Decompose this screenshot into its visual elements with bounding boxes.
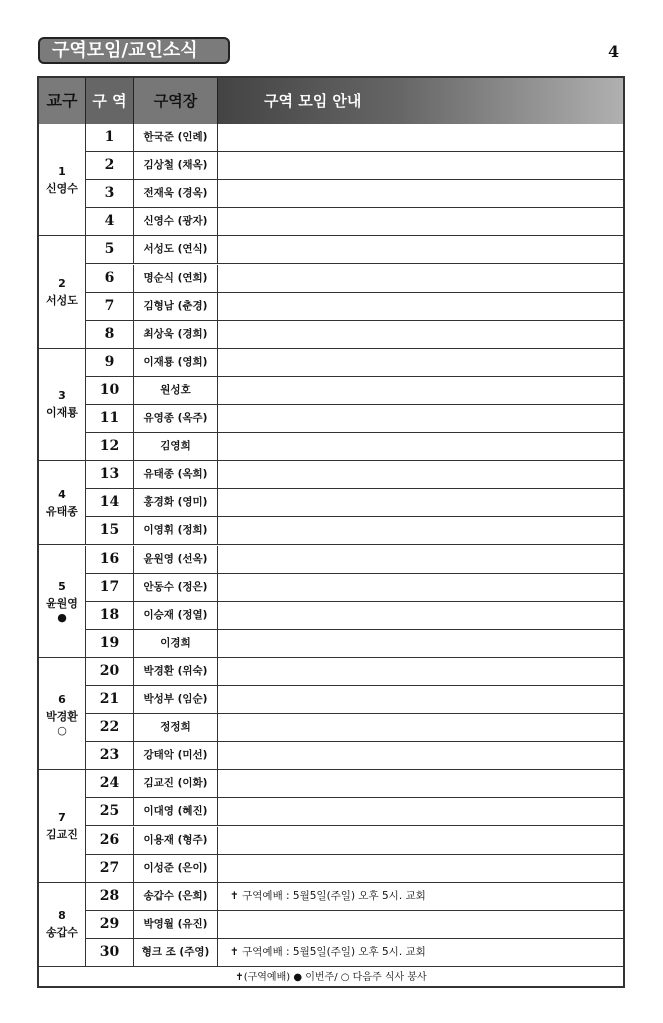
zone-meeting-note bbox=[218, 911, 623, 938]
zone-leader: 이성준 (은이) bbox=[134, 855, 218, 882]
zone-leader: 안동수 (정은) bbox=[134, 574, 218, 601]
zone-number: 26 bbox=[86, 827, 134, 854]
zone-number: 30 bbox=[86, 939, 134, 966]
zone-leader: 전재욱 (경옥) bbox=[134, 180, 218, 207]
district-number: 6 bbox=[58, 692, 66, 706]
district-leader-name: 송갑수 bbox=[46, 926, 78, 940]
table-row bbox=[86, 517, 623, 545]
zone-leader: 김교진 (이화) bbox=[134, 770, 218, 797]
zone-leader: 박경환 (위숙) bbox=[134, 658, 218, 685]
zone-number: 23 bbox=[86, 742, 134, 769]
zone-number: 5 bbox=[86, 236, 134, 263]
table-row bbox=[86, 293, 623, 321]
district-number: 5 bbox=[58, 580, 66, 594]
zone-meeting-note bbox=[218, 630, 623, 657]
table-row bbox=[86, 714, 623, 742]
zone-leader: 유태종 (옥희) bbox=[134, 461, 218, 488]
zone-number: 12 bbox=[86, 433, 134, 460]
district-leader-name: 유태종 bbox=[46, 504, 78, 518]
zone-meeting-note bbox=[218, 855, 623, 882]
zone-number: 21 bbox=[86, 686, 134, 713]
table-row bbox=[86, 461, 623, 489]
district-cell bbox=[39, 658, 86, 770]
district-cell bbox=[39, 349, 86, 461]
zone-leader: 서성도 (연식) bbox=[134, 236, 218, 263]
zone-meeting-note bbox=[218, 208, 623, 235]
district-cell bbox=[39, 883, 86, 967]
zone-number: 29 bbox=[86, 911, 134, 938]
zone-meeting-note bbox=[218, 293, 623, 320]
zone-meeting-note bbox=[218, 265, 623, 292]
header-info: 구역 모임 안내 bbox=[218, 78, 623, 124]
table-row bbox=[86, 152, 623, 180]
page-title: 구역모임/교인소식 bbox=[38, 37, 230, 64]
district-cell bbox=[39, 236, 86, 348]
zone-number: 27 bbox=[86, 855, 134, 882]
zone-number: 2 bbox=[86, 152, 134, 179]
zone-number: 3 bbox=[86, 180, 134, 207]
zone-leader: 강태악 (미선) bbox=[134, 742, 218, 769]
district-number: 2 bbox=[58, 277, 66, 291]
zone-number: 25 bbox=[86, 798, 134, 825]
zone-leader: 이승재 (정열) bbox=[134, 602, 218, 629]
zone-leader: 원성호 bbox=[134, 377, 218, 404]
zone-leader: 홍경화 (영미) bbox=[134, 489, 218, 516]
page-number: 4 bbox=[608, 42, 620, 61]
zone-leader: 김영희 bbox=[134, 433, 218, 460]
district-cell bbox=[39, 124, 86, 236]
zone-number: 11 bbox=[86, 405, 134, 432]
zone-leader: 이영휘 (정희) bbox=[134, 517, 218, 544]
zone-meeting-note bbox=[218, 433, 623, 460]
table-row bbox=[86, 827, 623, 855]
legend-footer: ✝(구역예배) ● 이번주/ ○ 다음주 식사 봉사 bbox=[235, 972, 427, 983]
zone-meeting-note bbox=[218, 377, 623, 404]
table-row bbox=[86, 686, 623, 714]
table-row bbox=[86, 939, 623, 967]
table-row bbox=[86, 124, 623, 152]
zone-number: 1 bbox=[86, 124, 134, 151]
district-cell bbox=[39, 770, 86, 882]
table-row bbox=[86, 574, 623, 602]
district-leader-name: 신영수 bbox=[46, 181, 78, 195]
meal-service-mark: ● bbox=[57, 611, 67, 625]
zone-leader: 신영수 (광자) bbox=[134, 208, 218, 235]
zone-leader: 정정희 bbox=[134, 714, 218, 741]
zone-number: 13 bbox=[86, 461, 134, 488]
zone-meeting-note bbox=[218, 321, 623, 348]
zone-leader: 명순식 (연희) bbox=[134, 265, 218, 292]
zone-leader: 박성부 (임순) bbox=[134, 686, 218, 713]
district-number: 1 bbox=[58, 164, 66, 178]
zone-meeting-table bbox=[37, 76, 625, 988]
table-row bbox=[86, 405, 623, 433]
table-row bbox=[86, 658, 623, 686]
table-row bbox=[86, 236, 623, 264]
table-row bbox=[86, 742, 623, 770]
zone-meeting-note bbox=[218, 574, 623, 601]
zone-number: 22 bbox=[86, 714, 134, 741]
zone-meeting-note bbox=[218, 349, 623, 376]
zone-leader: 김형남 (춘경) bbox=[134, 293, 218, 320]
district-cell bbox=[39, 546, 86, 658]
district-leader-name: 윤원영 bbox=[46, 597, 78, 611]
zone-leader: 이경희 bbox=[134, 630, 218, 657]
zone-number: 16 bbox=[86, 546, 134, 573]
district-number: 4 bbox=[58, 487, 66, 501]
zone-meeting-note bbox=[218, 461, 623, 488]
zone-meeting-note bbox=[218, 714, 623, 741]
zone-meeting-note bbox=[218, 742, 623, 769]
zone-number: 4 bbox=[86, 208, 134, 235]
table-row bbox=[86, 855, 623, 883]
table-row bbox=[86, 180, 623, 208]
zone-leader: 박영월 (유진) bbox=[134, 911, 218, 938]
zone-leader: 송갑수 (은희) bbox=[134, 883, 218, 910]
table-row bbox=[86, 265, 623, 293]
table-row bbox=[86, 377, 623, 405]
zone-number: 6 bbox=[86, 265, 134, 292]
district-cell bbox=[39, 461, 86, 545]
zone-leader: 김상철 (채옥) bbox=[134, 152, 218, 179]
zone-number: 10 bbox=[86, 377, 134, 404]
zone-meeting-note bbox=[218, 180, 623, 207]
zone-meeting-note bbox=[218, 517, 623, 544]
zone-leader: 한국준 (인례) bbox=[134, 124, 218, 151]
zone-meeting-note bbox=[218, 798, 623, 825]
meal-service-mark: ○ bbox=[57, 723, 67, 737]
district-leader-name: 김교진 bbox=[46, 827, 78, 841]
zone-meeting-note bbox=[218, 405, 623, 432]
table-header bbox=[39, 78, 623, 124]
zone-meeting-note bbox=[218, 546, 623, 573]
header-leader: 구역장 bbox=[134, 78, 218, 124]
district-leader-name: 박경환 bbox=[46, 709, 78, 723]
zone-number: 17 bbox=[86, 574, 134, 601]
zone-number: 14 bbox=[86, 489, 134, 516]
zone-leader: 이재룡 (영희) bbox=[134, 349, 218, 376]
zone-leader: 최상욱 (경희) bbox=[134, 321, 218, 348]
zone-leader: 이용재 (형주) bbox=[134, 827, 218, 854]
zone-leader: 이대영 (혜진) bbox=[134, 798, 218, 825]
district-leader-name: 이재룡 bbox=[46, 406, 78, 420]
zone-meeting-note: ✝ 구역예배 : 5월5일(주일) 오후 5시. 교회 bbox=[230, 889, 426, 902]
zone-number: 7 bbox=[86, 293, 134, 320]
zone-meeting-note bbox=[218, 236, 623, 263]
table-row bbox=[86, 208, 623, 236]
zone-number: 18 bbox=[86, 602, 134, 629]
zone-number: 19 bbox=[86, 630, 134, 657]
district-number: 8 bbox=[58, 909, 66, 923]
header-district: 교구 bbox=[39, 78, 86, 124]
district-leader-name: 서성도 bbox=[46, 294, 78, 308]
district-number: 3 bbox=[58, 389, 66, 403]
zone-number: 20 bbox=[86, 658, 134, 685]
zone-leader: 유영종 (옥주) bbox=[134, 405, 218, 432]
table-row bbox=[86, 349, 623, 377]
zone-number: 9 bbox=[86, 349, 134, 376]
table-row bbox=[86, 630, 623, 658]
zone-number: 15 bbox=[86, 517, 134, 544]
table-row bbox=[86, 602, 623, 630]
zone-meeting-note bbox=[218, 602, 623, 629]
table-row bbox=[86, 489, 623, 517]
table-row bbox=[86, 798, 623, 826]
table-row bbox=[86, 883, 623, 911]
table-row bbox=[86, 433, 623, 461]
zone-meeting-note bbox=[218, 770, 623, 797]
zone-meeting-note bbox=[218, 124, 623, 151]
zone-meeting-note bbox=[218, 686, 623, 713]
zone-meeting-note bbox=[218, 827, 623, 854]
table-row bbox=[86, 770, 623, 798]
zone-meeting-note bbox=[218, 489, 623, 516]
zone-leader: 윤원영 (선옥) bbox=[134, 546, 218, 573]
zone-number: 24 bbox=[86, 770, 134, 797]
table-row bbox=[86, 321, 623, 349]
zone-meeting-note bbox=[218, 658, 623, 685]
zone-leader: 형크 조 (주영) bbox=[134, 939, 218, 966]
zone-number: 8 bbox=[86, 321, 134, 348]
table-row bbox=[86, 546, 623, 574]
zone-meeting-note bbox=[218, 152, 623, 179]
district-number: 7 bbox=[58, 810, 66, 824]
zone-number: 28 bbox=[86, 883, 134, 910]
zone-meeting-note: ✝ 구역예배 : 5월5일(주일) 오후 5시. 교회 bbox=[230, 945, 426, 958]
header-zone: 구 역 bbox=[86, 78, 134, 124]
table-row bbox=[86, 911, 623, 939]
